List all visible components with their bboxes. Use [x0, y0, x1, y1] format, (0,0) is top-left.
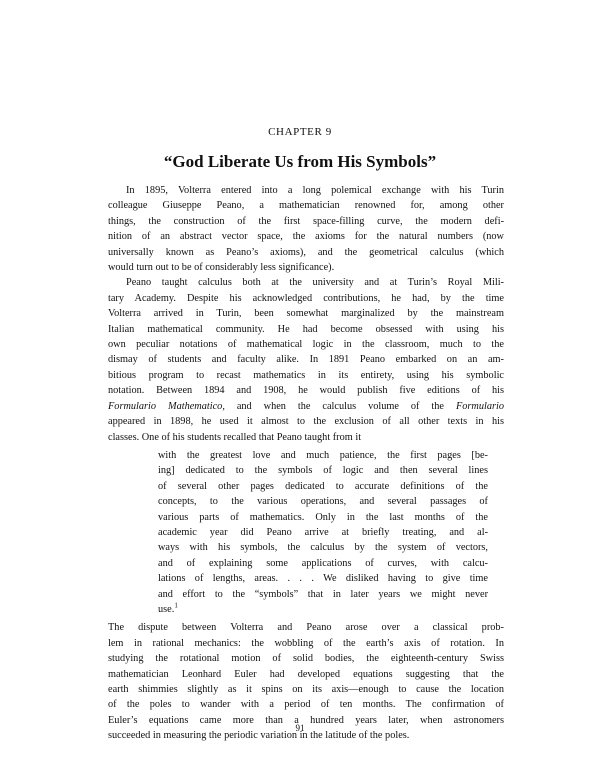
quote-line: and effort to the “symbols” that in later years we might never: [158, 588, 488, 600]
quote-end-text: use.: [158, 603, 175, 615]
book-title-italic: Formulario Mathematico: [108, 400, 223, 412]
text-line: notation. Between 1894 and 1908, he would publish five editions of his: [108, 385, 504, 397]
text-line: The dispute between Volterra and Peano arose over a classical prob-: [108, 622, 504, 634]
paragraph-2: [108, 275, 504, 444]
quote-line: and of explaining some applications of curves, with calcu-: [158, 557, 488, 569]
text-line: classes. One of his students recalled that Peano taught from it: [108, 431, 362, 443]
text-line: universally known as Peano’s axioms), and the geometrical calculus (which: [108, 246, 504, 258]
text-line: earth shimmies slightly as it spins on its axis—enough to cause the location: [108, 684, 504, 695]
text-line: bitious program to recast mathematics in its entirety, using his symbolic: [108, 369, 504, 381]
block-quote: [108, 448, 504, 617]
text-line: would turn out to be of considerably less significance).: [108, 262, 335, 274]
quote-line: ways with his symbols, the calculus by the system of vectors,: [158, 542, 488, 554]
text-line: things, the construction of the first space-filling curve, the modern defi-: [108, 215, 504, 227]
text-line: Peano taught calculus both at the university and at Turin’s Royal Mili-: [126, 277, 504, 289]
quote-line: lations of lengths, areas. . . . We disliked having to give time: [158, 573, 488, 585]
text-line: mathematician Leonhard Euler had developed equations suggesting that the: [108, 668, 504, 680]
text-line: Italian mathematical community. He had become obsessed with using his: [108, 323, 504, 335]
text-line: dismay of students and faculty alike. In 1891 Peano embarked on an am-: [108, 354, 504, 366]
text-line: colleague Giuseppe Peano, a mathematician renowned for, among other: [108, 200, 504, 212]
page-number: 91: [295, 723, 305, 733]
quote-line: [158, 602, 488, 617]
text-line: succeeded in measuring the periodic variation in the latitude of the poles.: [108, 730, 410, 742]
text-fragment: , and when the calculus volume of the: [222, 400, 456, 412]
text-line: Euler’s equations came more than a hundred years later, when astronomers: [108, 714, 504, 726]
book-title-italic: Formulario: [455, 400, 504, 412]
text-line: nition of an abstract vector space, the axioms for the natural numbers (now: [108, 231, 504, 243]
text-line: studying the rotational motion of solid bodies, the eighteenth-century Swiss: [108, 653, 504, 665]
quote-line: concepts, to the various operations, and several passages of: [158, 496, 488, 508]
quote-line: ing] dedicated to the symbols of logic and then several lines: [158, 465, 488, 477]
quote-line: with the greatest love and much patience, the first pages [be-: [158, 449, 488, 461]
text-line: appeared in 1898, he used it almost to the exclusion of all other texts in his: [108, 416, 504, 428]
text-line: own peculiar notations of mathematical logic in the classroom, much to the: [108, 339, 504, 351]
chapter-title: “God Liberate Us from His Symbols”: [163, 152, 437, 171]
quote-line: of several other pages dedicated to accurate definitions of the: [158, 480, 488, 492]
text-line: tary Academy. Despite his acknowledged contributions, he had, by the time: [108, 292, 504, 304]
paragraph-1: [108, 183, 504, 275]
chapter-label: CHAPTER 9: [268, 126, 332, 138]
text-line: of the poles to wander with a period of ten months. The confirmation of: [108, 699, 504, 711]
text-line: [108, 399, 504, 414]
footnote-marker[interactable]: 1: [174, 601, 178, 610]
text-line: lem in rational mechanics: the wobbling of the earth’s axis of rotation. In: [108, 637, 504, 649]
quote-line: various parts of mathematics. Only in the last months of the: [158, 511, 488, 523]
quote-line: academic year did Peano arrive at briefly treating, and al-: [158, 526, 488, 538]
text-line: Volterra arrived in Turin, been somewhat marginalized by the mainstream: [108, 308, 504, 320]
body-text: [108, 183, 504, 744]
text-line: In 1895, Volterra entered into a long polemical exchange with his Turin: [126, 185, 504, 196]
